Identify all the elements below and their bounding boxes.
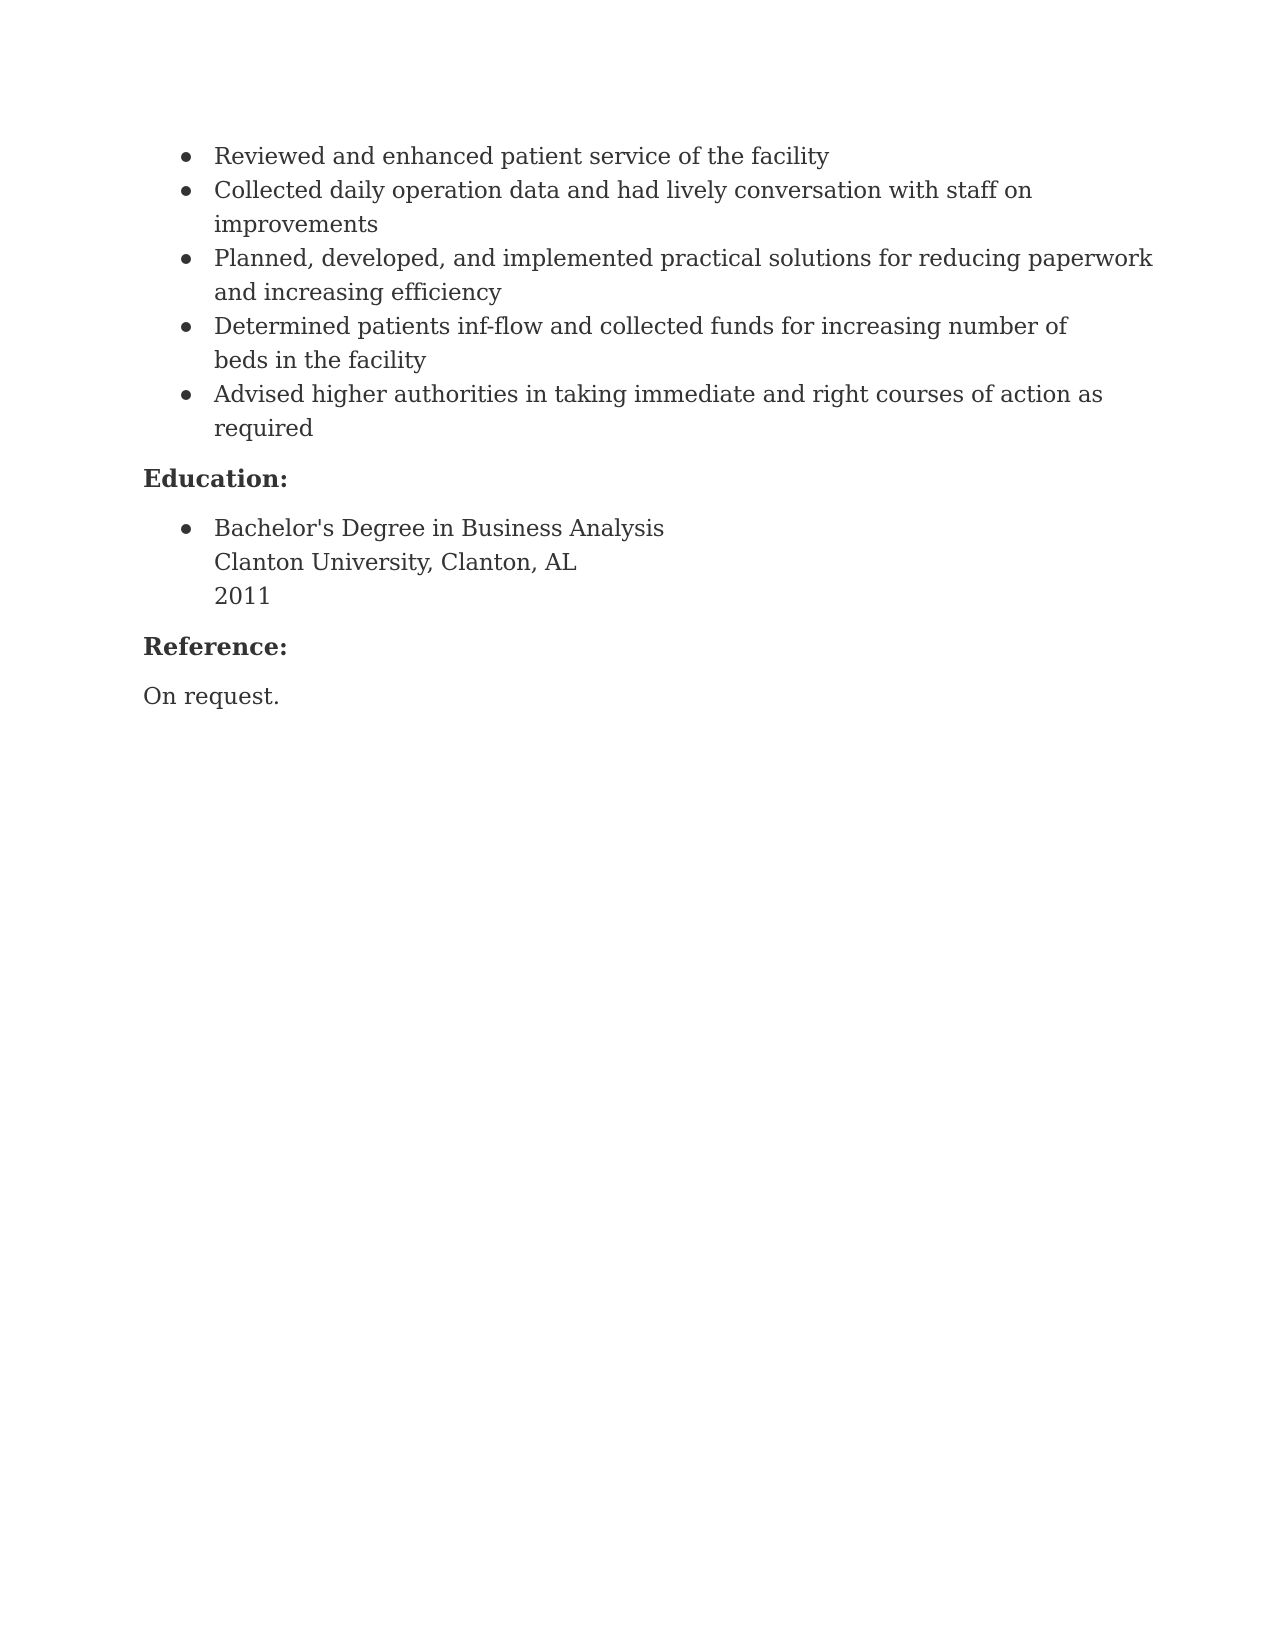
list-item [143, 242, 1159, 310]
experience-bullet-list [143, 140, 1153, 446]
experience-bullet-text: Planned, developed, and implemented practical solutions for reducing paperwork and increasing efficiency [214, 246, 1153, 306]
bullet-icon [181, 254, 191, 264]
degree-text: Bachelor's Degree in Business Analysis [214, 516, 665, 542]
education-heading: Education: [143, 464, 289, 493]
list-item [143, 310, 1124, 378]
graduation-year: 2011 [214, 584, 272, 610]
reference-heading: Reference: [143, 632, 288, 661]
list-item [143, 174, 1104, 242]
experience-bullet-text: Collected daily operation data and had lively conversation with staff on improvements [214, 178, 1033, 238]
bullet-icon [181, 322, 191, 332]
experience-bullet-text: Reviewed and enhanced patient service of the facility [214, 144, 830, 170]
education-list [143, 512, 1133, 614]
list-item [143, 140, 1133, 174]
bullet-icon [181, 152, 191, 162]
resume-page [143, 140, 1153, 714]
experience-bullet-text: Determined patients inf-flow and collected funds for increasing number of beds in the facility [214, 314, 1067, 374]
bullet-icon [181, 524, 191, 534]
list-item [143, 378, 1114, 446]
list-item [143, 512, 1133, 614]
bullet-icon [181, 186, 191, 196]
school-text: Clanton University, Clanton, AL [214, 550, 577, 576]
bullet-icon [181, 390, 191, 400]
experience-bullet-text: Advised higher authorities in taking immediate and right courses of action as required [214, 382, 1103, 442]
reference-text: On request. [143, 684, 281, 710]
